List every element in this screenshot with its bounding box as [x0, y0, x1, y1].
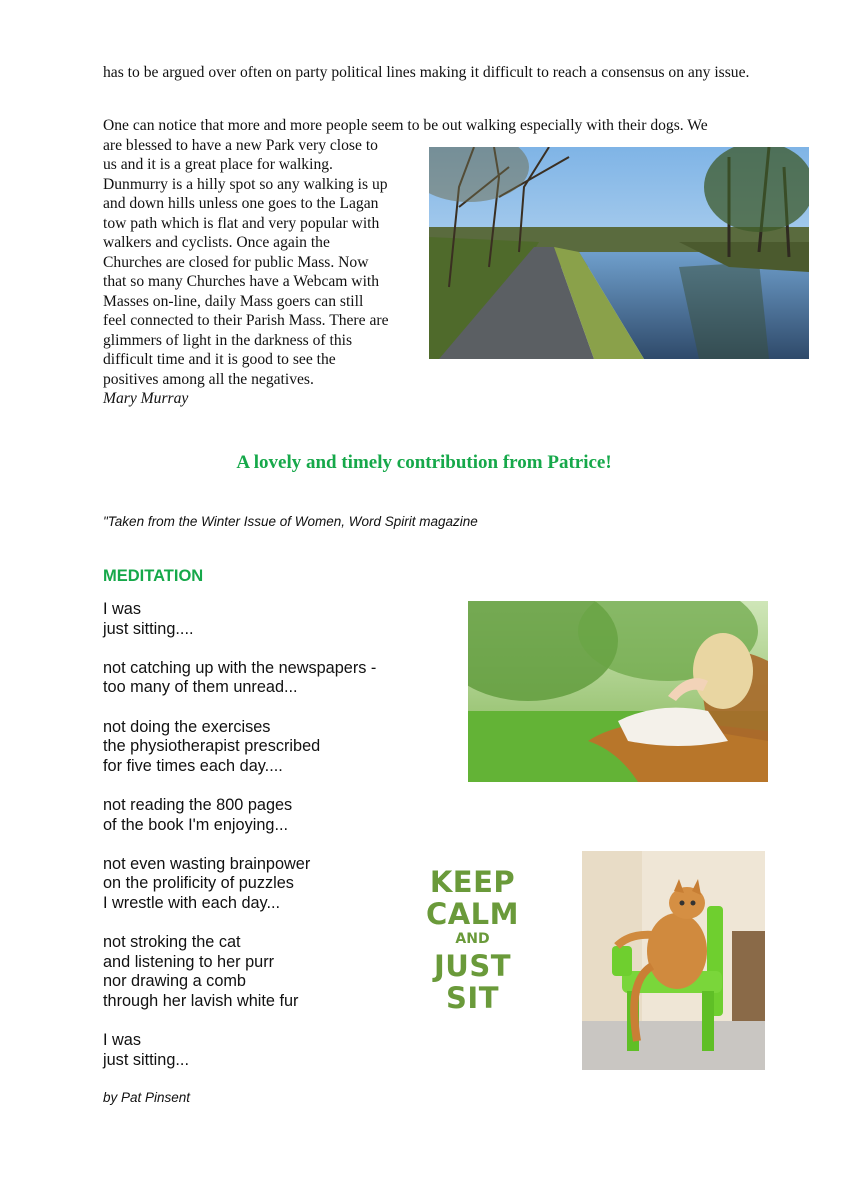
paragraph-line: Dunmurry is a hilly spot so any walking is up [103, 175, 388, 193]
poem-line: nor drawing a comb [103, 972, 246, 991]
canal-towpath-photo [429, 147, 809, 359]
poem-line: the physiotherapist prescribed [103, 737, 321, 756]
intro-paragraph-2 [103, 136, 433, 409]
poem-line: I wrestle with each day... [103, 893, 281, 912]
signature: Mary Murray [103, 390, 189, 407]
poem-line: through her lavish white fur [103, 991, 299, 1010]
paragraph-line: us and it is a great place for walking. [103, 156, 333, 173]
poem-line: too many of them unread... [103, 678, 298, 697]
poem-line: and listening to her purr [103, 952, 275, 971]
keep-calm-line: KEEP [429, 865, 516, 899]
section-headline: A lovely and timely contribution from Patrice! [236, 452, 612, 473]
paragraph-line: tow path which is flat and very popular with [103, 214, 380, 232]
poem-line: not catching up with the newspapers - [103, 658, 377, 677]
paragraph-line: are blessed to have a new Park very close to [103, 136, 378, 154]
paragraph-line: feel connected to their Parish Mass. There are [103, 312, 389, 329]
poem-line: for five times each day.... [103, 756, 283, 775]
paragraph-line: glimmers of light in the darkness of this [103, 331, 353, 349]
keep-calm-graphic [410, 865, 535, 1016]
paragraph-line: positives among all the negatives. [103, 370, 314, 388]
poem-line: I was [103, 1031, 142, 1050]
intro-paragraph-2-first-line: One can notice that more and more people seem to be out walking especially with their dogs. We [103, 117, 708, 134]
paragraph-line: difficult time and it is good to see the [103, 351, 336, 368]
poem-line: on the prolificity of puzzles [103, 874, 294, 893]
source-note: "Taken from the Winter Issue of Women, Word Spirit magazine [103, 514, 478, 529]
poem-line: not reading the 800 pages [103, 795, 293, 814]
poem-line: just sitting.... [103, 619, 194, 638]
poem-line: not doing the exercises [103, 717, 271, 736]
intro-paragraph-1: has to be argued over often on party political lines making it difficult to reach a consensus on any issue. [103, 64, 750, 81]
poem-line: not stroking the cat [103, 933, 241, 952]
poem-line: I was [103, 600, 142, 618]
poem-byline: by Pat Pinsent [103, 1090, 191, 1105]
keep-calm-line: AND [455, 931, 490, 947]
keep-calm-line: SIT [446, 981, 499, 1015]
cat-on-chair-photo [582, 851, 765, 1070]
poem-line: not even wasting brainpower [103, 854, 311, 873]
woman-rocking-chair-photo [468, 601, 768, 782]
paragraph-line: Masses on-line, daily Mass goers can still [103, 292, 364, 310]
paragraph-line: walkers and cyclists. Once again the [103, 234, 330, 251]
paragraph-line: that so many Churches have a Webcam with [103, 273, 380, 290]
poem [103, 600, 376, 1070]
paragraph-line: Churches are closed for public Mass. Now [103, 253, 369, 271]
keep-calm-line: JUST [433, 949, 511, 983]
paragraph-line: and down hills unless one goes to the Lagan [103, 195, 379, 212]
poem-line: of the book I'm enjoying... [103, 815, 289, 834]
poem-title: MEDITATION [103, 567, 204, 585]
keep-calm-line: CALM [425, 897, 520, 931]
poem-line: just sitting... [103, 1050, 189, 1069]
